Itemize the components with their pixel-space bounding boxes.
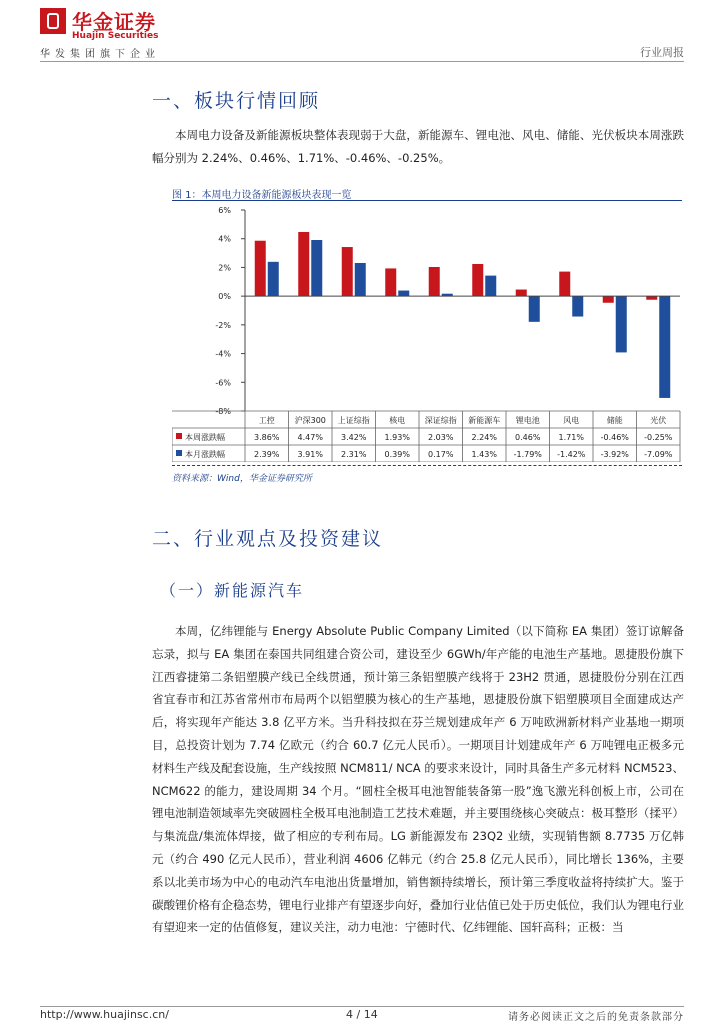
y-tick-label: 0% xyxy=(218,292,231,302)
y-tick-label: 4% xyxy=(218,234,231,244)
category-label: 深证综指 xyxy=(424,416,457,425)
subsection-title: （一）新能源汽车 xyxy=(160,581,305,600)
data-label: -7.09% xyxy=(644,450,673,459)
data-label: -1.79% xyxy=(513,450,542,459)
legend-swatch xyxy=(176,450,182,456)
header-slogan: 华发集团旗下企业 xyxy=(40,49,160,60)
figure-title: 图 1：本周电力设备新能源板块表现一览 xyxy=(172,190,352,201)
figure-bottom-rule xyxy=(172,465,682,466)
y-tick-label: 2% xyxy=(218,263,231,273)
data-label: -1.42% xyxy=(557,450,586,459)
bar-month xyxy=(659,296,670,398)
category-label: 核电 xyxy=(389,416,406,425)
bar-week xyxy=(646,296,657,300)
category-label: 工控 xyxy=(258,416,275,425)
section-1-paragraph: 本周电力设备及新能源板块整体表现弱于大盘，新能源车、锂电池、风电、储能、光伏板块本周涨跌幅分别为 2.24%、0.46%、1.71%、-0.46%、-0.25%。 xyxy=(152,128,684,165)
data-label: 1.93% xyxy=(384,433,410,442)
bar-week xyxy=(516,290,527,297)
section-1-title: 一、板块行情回顾 xyxy=(152,90,321,112)
legend-label: 本月涨跌幅 xyxy=(185,450,225,459)
data-label: 1.71% xyxy=(558,433,584,442)
data-label: 3.91% xyxy=(297,450,323,459)
bar-month xyxy=(398,291,409,297)
data-label: 3.86% xyxy=(254,433,280,442)
category-label: 储能 xyxy=(606,416,623,425)
y-tick-label: 6% xyxy=(218,206,231,215)
data-label: -3.92% xyxy=(600,450,629,459)
footer-url[interactable]: http://www.huajinsc.cn/ xyxy=(40,1008,169,1021)
bar-month xyxy=(268,262,279,296)
bar-chart xyxy=(172,200,682,462)
bar-month xyxy=(529,296,540,322)
bar-month xyxy=(616,296,627,352)
logo-icon xyxy=(40,8,66,34)
category-label: 风电 xyxy=(563,416,580,425)
bar-month xyxy=(355,263,366,296)
bar-week xyxy=(603,296,614,303)
data-label: 4.47% xyxy=(297,433,323,442)
category-label: 新能源车 xyxy=(468,416,501,425)
data-label: 2.31% xyxy=(341,450,367,459)
legend-label: 本周涨跌幅 xyxy=(185,433,225,442)
data-label: -0.46% xyxy=(600,433,629,442)
data-label: 2.03% xyxy=(428,433,454,442)
figure-source: 资料来源：Wind，华金证券研究所 xyxy=(172,474,312,484)
bar-week xyxy=(298,232,309,296)
category-label: 锂电池 xyxy=(515,416,540,425)
section-2-title: 二、行业观点及投资建议 xyxy=(152,528,384,550)
bar-week xyxy=(385,268,396,296)
data-label: 2.39% xyxy=(254,450,280,459)
bar-month xyxy=(311,240,322,296)
data-label: 2.24% xyxy=(471,433,497,442)
bar-month xyxy=(485,276,496,297)
data-label: 0.17% xyxy=(428,450,454,459)
bar-week xyxy=(429,267,440,296)
y-tick-label: -2% xyxy=(215,320,231,330)
page-number: 4 / 14 xyxy=(346,1008,378,1021)
bar-week xyxy=(559,272,570,297)
data-label: 3.42% xyxy=(341,433,367,442)
section-2-paragraph: 本周，亿纬锂能与 Energy Absolute Public Company Limited（以下简称 EA 集团）签订谅解备忘录，拟与 EA 集团在泰国共同组建合资公司，建设至少 6GWh/年产能的电池生产基地。恩捷股份旗下江西睿捷第二条铝塑膜产线已全线贯通，预计第三条铝塑膜产线将于 23H2 贯通，恩捷股份分别在江西省宜春市和江苏省常州市布局两个以铝塑膜为核心的生产基地，恩捷股份旗下铝塑膜项目全面建成达产后，将实现年产能达 3.8 亿平方米。当升科技拟在芬兰规划建成年产 6 万吨欧洲新材料产业基地一期项目，总投资计划为 7.74 亿欧元（约合 60.7 亿元人民币）。一期项目计划建成年产 6 万吨锂电正极多元材料生产线及配套设施，生产线按照 NCM811/ NCA 的要求来设计，同时具备生产多元材料 NCM523、NCM622 的能力，建设周期 34 个月。“圆柱全极耳电池智能装备第一股”逸飞激光科创板上市，公司在锂电池制造领域率先突破圆柱全极耳电池制造工艺技术难题，并主要围绕核心突破点：极耳整形（揉平）与集流盘/集流体焊接，做了相应的专利布局。LG 新能源发布 23Q2 业绩，实现销售额 8.7735 万亿韩元（约合 490 亿元人民币），营业利润 4606 亿韩元（约合 25.8 亿元人民币），同比增长 136%，主要系以北美市场为中心的电动汽车电池出货量增加，销售额持续增长，预计第三季度收益将持续扩大。鉴于碳酸锂价格有企稳态势，锂电行业排产有望逐步向好，叠加行业估值已处于历史低位，我们认为锂电行业有望迎来一定的估值修复，建议关注，动力电池：宁德时代、亿纬锂能、国轩高科；正极：当 xyxy=(152,624,684,935)
disclaimer-note: 请务必阅读正文之后的免责条款部分 xyxy=(508,1012,684,1023)
data-label: -0.25% xyxy=(644,433,673,442)
doc-type-label: 行业周报 xyxy=(640,46,684,59)
category-label: 光伏 xyxy=(650,416,667,425)
bar-week xyxy=(342,247,353,296)
logo-text: 华金证券 xyxy=(72,10,156,34)
y-tick-label: -8% xyxy=(215,407,231,416)
y-tick-label: -6% xyxy=(215,378,231,388)
category-label: 上证综指 xyxy=(337,416,370,425)
data-label: 0.39% xyxy=(384,450,410,459)
header-divider xyxy=(40,61,684,62)
legend-swatch xyxy=(176,433,182,439)
data-label: 1.43% xyxy=(471,450,497,459)
bar-week xyxy=(472,264,483,296)
bar-month xyxy=(572,296,583,316)
bar-week xyxy=(255,241,266,296)
footer-divider xyxy=(40,1006,684,1007)
data-label: 0.46% xyxy=(515,433,541,442)
y-tick-label: -4% xyxy=(215,349,231,359)
category-label: 沪深300 xyxy=(294,416,326,425)
logo-english: Huajin Securities xyxy=(72,31,159,41)
